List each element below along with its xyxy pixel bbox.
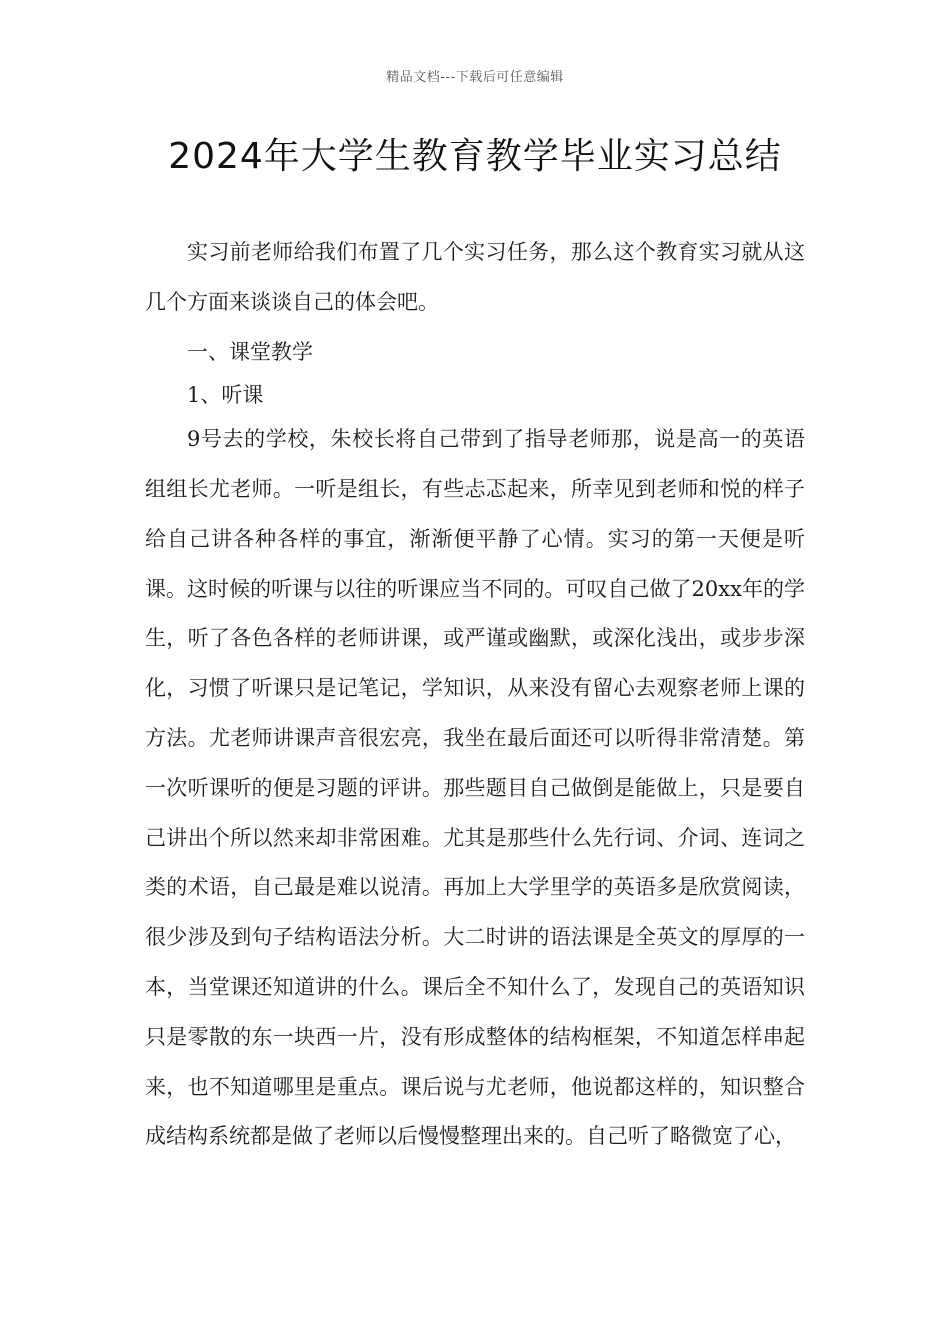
paragraph-intro: 实习前老师给我们布置了几个实习任务，那么这个教育实习就从这几个方面来谈谈自己的体会吧。	[145, 240, 805, 314]
document-title: 2024年大学生教育教学毕业实习总结	[168, 136, 782, 177]
document-body	[145, 228, 805, 1162]
subsection-heading-lecture-listening: 1、听课	[187, 383, 264, 408]
page-header-note: 精品文档---下载后可任意编辑	[386, 70, 564, 85]
section-heading-classroom-teaching: 一、课堂教学	[187, 339, 313, 364]
paragraph-lecture-listening: 9号去的学校，朱校长将自己带到了指导老师那，说是高一的英语组组长尤老师。一听是组长，有些忐忑起来，所幸见到老师和悦的样子给自己讲各种各样的事宜，渐渐便平静了心情。实习的第一天便是听课。这时候的听课与以往的听课应当不同的。可叹自己做了20xx年的学生，听了各色各样的老师讲课，或严谨或幽默，或深化浅出，或步步深化，习惯了听课只是记笔记，学知识，从来没有留心去观察老师上课的方法。尤老师讲课声音很宏亮，我坐在最后面还可以听得非常清楚。第一次听课听的便是习题的评讲。那些题目自己做倒是能做上，只是要自己讲出个所以然来却非常困难。尤其是那些什么先行词、介词、连词之类的术语，自己最是难以说清。再加上大学里学的英语多是欣赏阅读，很少涉及到句子结构语法分析。大二时讲的语法课是全英文的厚厚的一本，当堂课还知道讲的什么。课后全不知什么了，发现自己的英语知识只是零散的东一块西一片，没有形成整体的结构框架，不知道怎样串起来，也不知道哪里是重点。课后说与尤老师，他说都这样的，知识整合成结构系统都是做了老师以后慢慢整理出来的。自己听了略微宽了心，	[145, 427, 805, 1149]
